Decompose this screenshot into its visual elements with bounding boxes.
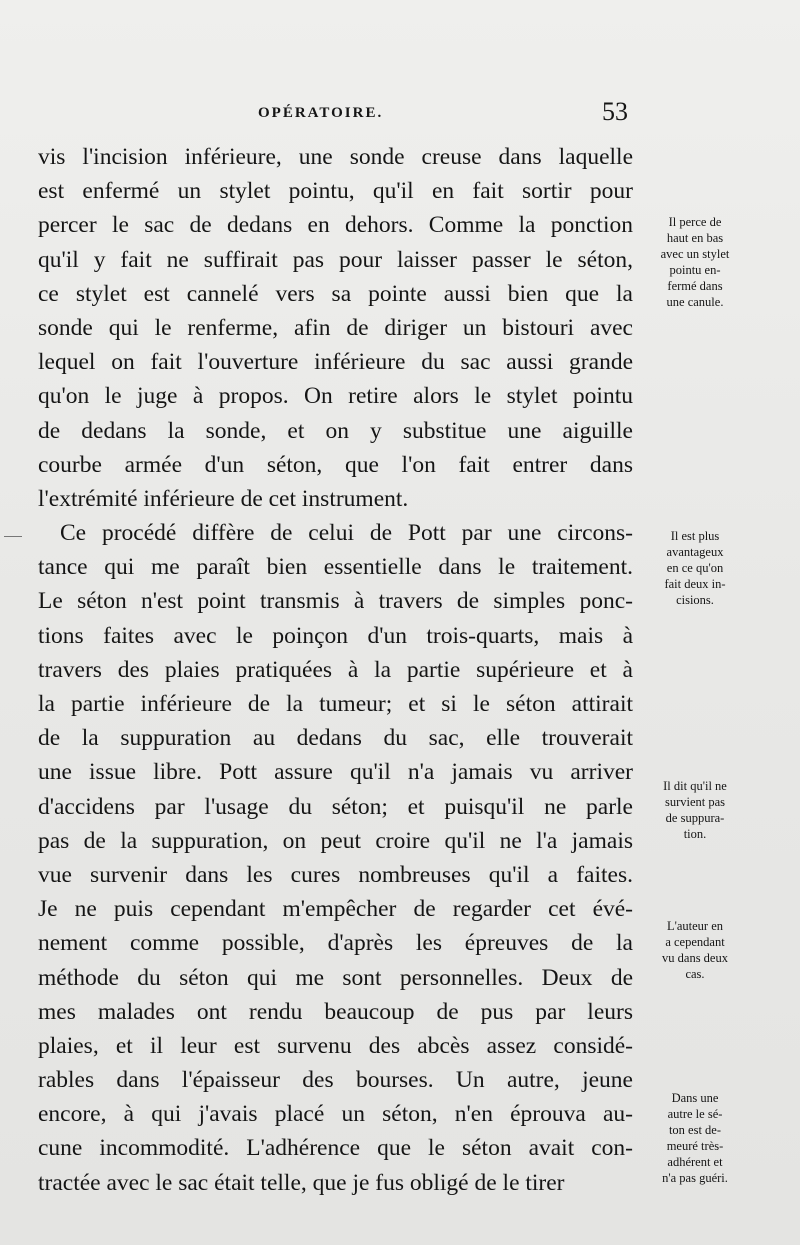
margin-note-line: Dans une [671,1091,719,1105]
text-line: tance qui me paraît bien essentielle dans le traitement. [38,554,633,581]
text-line: la partie inférieure de la tumeur; et si le séton attirait [38,691,633,717]
text-line: d'accidens par l'usage du séton; et puisqu'il ne parle [38,793,633,820]
margin-note-line: de suppura- [665,811,725,825]
margin-note-4 [630,918,760,982]
text-line: est enfermé un stylet pointu, qu'il en fait sortir pour [38,178,633,205]
text-line: lequel on fait l'ouverture inférieure du sac aussi grande [38,349,633,376]
text-line: tions faites avec le poinçon d'un trois-quarts, mais à [38,622,633,649]
margin-note-line: a cependant [665,935,725,949]
text-line: pas de la suppuration, on peut croire qu'il ne l'a jamais [38,827,633,854]
margin-note-line: cas. [685,967,705,981]
margin-note-line: une canule. [666,295,724,309]
margin-note-line: Il est plus [670,529,720,543]
text-line: méthode du séton qui me sont personnelles. Deux de [38,964,633,991]
margin-note-line: en ce qu'on [666,561,724,575]
text-line-paragraph-end: l'extrémité inférieure de cet instrument. [38,485,409,512]
margin-note-line: survient pas [664,795,726,809]
text-line: de dedans la sonde, et on y substitue une aiguille [38,417,633,444]
margin-note-line: avec un stylet [660,247,730,261]
margin-dash-mark [4,536,22,537]
text-line: cune incommodité. L'adhérence que le séton avait con- [38,1135,633,1162]
text-line: rables dans l'épaisseur des bourses. Un autre, jeune [38,1067,633,1094]
margin-note-line: autre le sé- [667,1107,723,1121]
text-line: nement comme possible, d'après les épreuves de la [38,930,633,957]
text-line: vis l'incision inférieure, une sonde creuse dans laquelle [38,144,633,170]
page-number: 53 [602,97,628,126]
text-line: Le séton n'est point transmis à travers de simples ponc- [38,588,633,615]
running-head: OPÉRATOIRE. [258,105,384,121]
text-line-paragraph-start: Ce procédé diffère de celui de Pott par une circons- [60,520,633,547]
page-header [0,97,800,133]
margin-note-line: Il dit qu'il ne [663,779,727,793]
text-line: plaies, et il leur est survenu des abcès assez considé- [38,1032,633,1059]
text-line: courbe armée d'un séton, que l'on fait entrer dans [38,451,633,478]
margin-note-2 [630,528,760,608]
margin-note-3 [630,778,760,842]
margin-note-line: pointu en- [669,263,721,277]
text-line: tractée avec le sac était telle, que je fus obligé de le tirer [38,1169,565,1196]
text-line: qu'on le juge à propos. On retire alors le stylet pointu [38,383,633,410]
margin-note-line: ton est de- [668,1123,722,1137]
text-line: Je ne puis cependant m'empêcher de regarder cet évé- [38,896,633,923]
margin-note-1 [630,214,760,310]
text-line: encore, à qui j'avais placé un séton, n'en éprouva au- [38,1101,633,1128]
margin-note-line: n'a pas guéri. [662,1171,728,1185]
margin-note-line: tion. [683,827,707,841]
text-line: qu'il y fait ne suffirait pas pour laisser passer le séton, [38,246,633,273]
text-line: mes malades ont rendu beaucoup de pus par leurs [38,998,633,1025]
text-line: sonde qui le renferme, afin de diriger un bistouri avec [38,314,633,341]
margin-note-line: fait deux in- [664,577,726,591]
text-line: vue survenir dans les cures nombreuses qu'il a faites. [38,861,633,888]
margin-note-line: fermé dans [667,279,723,293]
body-text [38,140,633,1200]
text-line: une issue libre. Pott assure qu'il n'a jamais vu arriver [38,759,633,786]
margin-note-5 [630,1090,760,1186]
margin-note-line: cisions. [676,593,714,607]
margin-note-line: haut en bas [666,231,724,245]
margin-note-line: meuré très- [666,1139,724,1153]
text-line: percer le sac de dedans en dehors. Comme la ponction [38,212,633,239]
text-line: ce stylet est cannelé vers sa pointe aussi bien que la [38,280,633,307]
margin-note-line: adhérent et [667,1155,723,1169]
text-line: de la suppuration au dedans du sac, elle trouverait [38,725,633,752]
text-line: travers des plaies pratiquées à la partie supérieure et à [38,656,633,683]
margin-note-line: Il perce de [668,215,722,229]
margin-note-line: vu dans deux [662,951,728,965]
margin-note-line: L'auteur en [666,919,724,933]
margin-note-line: avantageux [666,545,724,559]
